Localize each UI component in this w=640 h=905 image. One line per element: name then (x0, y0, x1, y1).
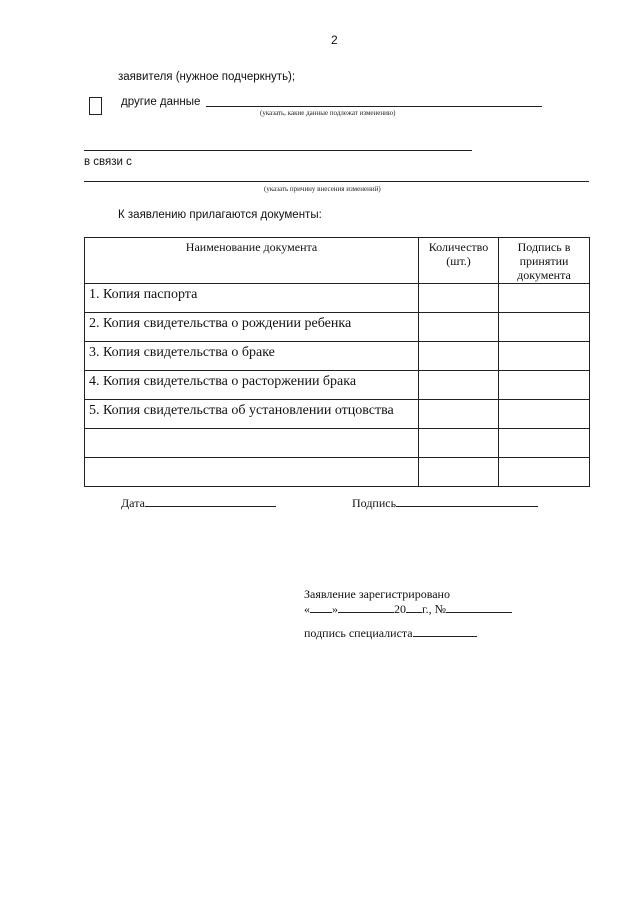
signature-cell[interactable] (499, 342, 590, 371)
signature-cell[interactable] (499, 313, 590, 342)
attached-documents-intro: К заявлению прилагаются документы: (118, 209, 322, 221)
document-name-cell: 4. Копия свидетельства о расторжении брака (85, 371, 419, 400)
other-data-hint: (указать, какие данные подлежат изменению) (260, 109, 396, 117)
document-name-cell: 1. Копия паспорта (85, 284, 419, 313)
other-data-checkbox[interactable] (89, 97, 102, 115)
table-row (85, 458, 590, 487)
signature-cell[interactable] (499, 458, 590, 487)
table-row (85, 342, 590, 371)
blank-line (84, 150, 472, 151)
number-line[interactable] (446, 612, 512, 613)
registration-date-line (304, 602, 512, 617)
quantity-cell[interactable] (419, 284, 499, 313)
close-quote: » (332, 602, 338, 616)
table-row (85, 371, 590, 400)
year-line[interactable] (406, 612, 422, 613)
reason-label: в связи с (84, 156, 132, 168)
specialist-signature-line[interactable] (413, 636, 477, 637)
table-row (85, 313, 590, 342)
date-field (121, 496, 276, 511)
reason-line (84, 181, 589, 182)
date-label: Дата (121, 496, 145, 510)
signature-cell[interactable] (499, 371, 590, 400)
table-row (85, 400, 590, 429)
signature-cell[interactable] (499, 400, 590, 429)
specialist-signature-label: подпись специалиста (304, 626, 413, 640)
number-label: г., № (422, 602, 447, 616)
document-name-cell[interactable] (85, 458, 419, 487)
table-row (85, 284, 590, 313)
quantity-cell[interactable] (419, 371, 499, 400)
signature-label: Подпись (352, 496, 397, 510)
quantity-cell[interactable] (419, 400, 499, 429)
page-number: 2 (331, 33, 338, 47)
quantity-cell[interactable] (419, 313, 499, 342)
reason-hint: (указать причину внесения изменений) (264, 185, 381, 193)
specialist-signature-field (304, 626, 477, 641)
quantity-cell[interactable] (419, 429, 499, 458)
signature-cell[interactable] (499, 429, 590, 458)
other-data-label: другие данные (121, 96, 201, 108)
day-line[interactable] (310, 612, 332, 613)
month-line[interactable] (338, 612, 394, 613)
document-name-cell: 5. Копия свидетельства об установлении отцовства (85, 400, 419, 429)
signature-cell[interactable] (499, 284, 590, 313)
applicant-line: заявителя (нужное подчеркнуть); (118, 71, 296, 83)
documents-table (84, 237, 590, 487)
document-name-cell: 2. Копия свидетельства о рождении ребенка (85, 313, 419, 342)
year-prefix: 20 (394, 602, 406, 616)
registered-title: Заявление зарегистрировано (304, 587, 450, 601)
other-data-line (206, 106, 542, 107)
quantity-cell[interactable] (419, 458, 499, 487)
document-name-cell: 3. Копия свидетельства о браке (85, 342, 419, 371)
signature-line[interactable] (396, 506, 538, 507)
header-document-name: Наименование документа (85, 238, 419, 284)
date-line[interactable] (145, 506, 276, 507)
open-quote: « (304, 602, 310, 616)
header-quantity: Количество (шт.) (419, 238, 499, 284)
table-header-row (85, 238, 590, 284)
quantity-cell[interactable] (419, 342, 499, 371)
signature-field (352, 496, 538, 511)
table-row (85, 429, 590, 458)
header-signature: Подпись в принятии документа (499, 238, 590, 284)
document-name-cell[interactable] (85, 429, 419, 458)
